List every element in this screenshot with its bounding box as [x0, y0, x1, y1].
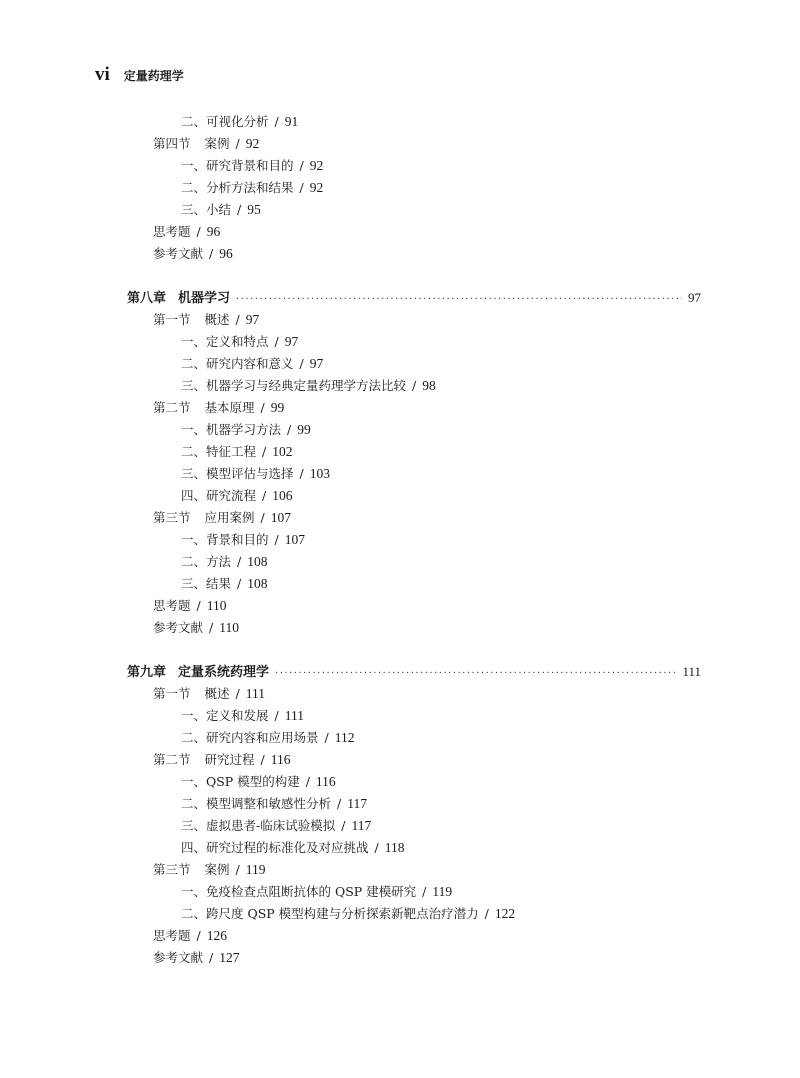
separator: /	[341, 818, 346, 833]
separator: /	[299, 180, 304, 195]
toc-questions[interactable]	[153, 596, 226, 616]
separator: /	[324, 730, 329, 745]
chapter-number: 第九章	[127, 665, 167, 680]
toc-item[interactable]	[181, 178, 323, 198]
toc-section[interactable]	[153, 134, 259, 154]
toc-item[interactable]	[181, 464, 330, 484]
toc-page-number: 97	[245, 312, 260, 327]
separator: /	[260, 752, 265, 767]
toc-references[interactable]	[153, 244, 233, 264]
toc-page-number: 97	[688, 290, 701, 305]
section-title: 应用案例	[204, 510, 255, 525]
toc-item-label: 三、虚拟患者-临床试验模拟	[181, 818, 336, 833]
toc-item-label: 三、结果	[181, 576, 232, 591]
separator: /	[235, 862, 240, 877]
toc-page-number: 106	[272, 488, 293, 503]
toc-item-label: 四、研究流程	[181, 488, 257, 503]
toc-page-number: 97	[284, 334, 299, 349]
page-header	[95, 64, 184, 86]
toc-item-label: 四、研究过程的标准化及对应挑战	[181, 840, 369, 855]
dot-leader	[236, 290, 682, 310]
separator: /	[274, 532, 279, 547]
toc-item-label: 参考文献	[153, 246, 204, 261]
separator: /	[262, 444, 267, 459]
separator: /	[299, 158, 304, 173]
toc-item[interactable]	[181, 574, 267, 594]
running-title: 定量药理学	[123, 69, 184, 83]
toc-page-number: 95	[247, 202, 261, 217]
toc-page-number: 111	[245, 686, 265, 701]
section-number: 第三节	[153, 862, 191, 877]
toc-item[interactable]	[181, 156, 323, 176]
toc-item[interactable]	[181, 442, 292, 462]
toc-page-number: 97	[309, 356, 324, 371]
toc-item[interactable]	[181, 112, 298, 132]
separator: /	[237, 202, 242, 217]
toc-section[interactable]	[153, 750, 291, 770]
toc-item[interactable]	[181, 816, 371, 836]
chapter-title: 定量系统药理学	[178, 665, 270, 680]
toc-references[interactable]	[153, 618, 239, 638]
separator: /	[422, 884, 427, 899]
toc-item[interactable]	[181, 376, 436, 396]
toc-page-number: 111	[284, 708, 304, 723]
toc-item[interactable]	[181, 530, 305, 550]
section-title: 概述	[204, 686, 230, 701]
chapter-title: 机器学习	[178, 291, 231, 306]
toc-page-number: 107	[284, 532, 305, 547]
separator: /	[196, 928, 201, 943]
toc-item-label: 二、研究内容和应用场景	[181, 730, 319, 745]
toc-section[interactable]	[153, 310, 259, 330]
toc-item-label: 一、免疫检查点阻断抗体的 QSP 建模研究	[181, 884, 417, 899]
toc-item-label: 二、特征工程	[181, 444, 257, 459]
separator: /	[299, 356, 304, 371]
toc-questions[interactable]	[153, 222, 220, 242]
separator: /	[274, 114, 279, 129]
toc-page-number: 116	[315, 774, 336, 789]
toc-page-number: 118	[384, 840, 405, 855]
separator: /	[260, 510, 265, 525]
toc-page-number: 111	[682, 664, 701, 679]
toc-page-number: 107	[270, 510, 291, 525]
toc-chapter-9[interactable]	[127, 662, 701, 682]
toc-item[interactable]	[181, 200, 261, 220]
separator: /	[235, 136, 240, 151]
toc-item[interactable]	[181, 420, 311, 440]
toc-item-label: 三、模型评估与选择	[181, 466, 294, 481]
toc-item-label: 思考题	[153, 224, 191, 239]
toc-item-label: 参考文献	[153, 950, 204, 965]
separator: /	[299, 466, 304, 481]
toc-item-label: 思考题	[153, 928, 191, 943]
separator: /	[235, 312, 240, 327]
toc-page-number: 119	[432, 884, 453, 899]
toc-item-label: 参考文献	[153, 620, 204, 635]
section-title: 基本原理	[204, 400, 255, 415]
separator: /	[305, 774, 310, 789]
separator: /	[287, 422, 292, 437]
toc-page-number: 112	[334, 730, 355, 745]
toc-page-number: 99	[270, 400, 285, 415]
toc-item-label: 一、研究背景和目的	[181, 158, 294, 173]
toc-page-number: 117	[351, 818, 372, 833]
page-number-roman: vi	[95, 64, 110, 85]
toc-section[interactable]	[153, 684, 265, 704]
toc-page-number: 91	[284, 114, 299, 129]
toc-item-label: 一、定义和发展	[181, 708, 269, 723]
section-number: 第一节	[153, 312, 191, 327]
section-number: 第三节	[153, 510, 191, 525]
separator: /	[274, 708, 279, 723]
toc-item[interactable]	[181, 354, 323, 374]
section-title: 案例	[204, 136, 230, 151]
separator: /	[260, 400, 265, 415]
toc-item[interactable]	[181, 794, 367, 814]
toc-section[interactable]	[153, 860, 266, 880]
toc-page-number: 92	[309, 158, 324, 173]
toc-page-number: 110	[206, 598, 227, 613]
toc-page-number: 92	[245, 136, 260, 151]
separator: /	[209, 620, 214, 635]
toc-item[interactable]	[181, 772, 336, 792]
toc-page-number: 117	[347, 796, 367, 811]
separator: /	[374, 840, 379, 855]
section-title: 概述	[204, 312, 230, 327]
separator: /	[237, 554, 242, 569]
toc-page-number: 103	[309, 466, 330, 481]
separator: /	[209, 950, 214, 965]
separator: /	[235, 686, 240, 701]
toc-page-number: 126	[206, 928, 227, 943]
toc-item-label: 二、方法	[181, 554, 232, 569]
separator: /	[274, 334, 279, 349]
section-number: 第二节	[153, 400, 191, 415]
toc-item[interactable]	[181, 882, 452, 902]
toc-item-label: 二、模型调整和敏感性分析	[181, 796, 332, 811]
toc-questions[interactable]	[153, 926, 227, 946]
toc-page-number: 92	[309, 180, 324, 195]
toc-item-label: 一、机器学习方法	[181, 422, 282, 437]
section-title: 案例	[204, 862, 230, 877]
toc-section[interactable]	[153, 398, 284, 418]
separator: /	[484, 906, 489, 921]
toc-page-number: 116	[270, 752, 291, 767]
separator: /	[196, 224, 201, 239]
toc-item[interactable]	[181, 728, 354, 748]
section-title: 研究过程	[204, 752, 255, 767]
toc-item-label: 思考题	[153, 598, 191, 613]
section-number: 第四节	[153, 136, 191, 151]
toc-item-label: 二、可视化分析	[181, 114, 269, 129]
toc-item[interactable]	[181, 904, 515, 924]
toc-item[interactable]	[181, 332, 298, 352]
toc-page-number: 108	[247, 576, 268, 591]
toc-page-number: 102	[272, 444, 293, 459]
toc-section[interactable]	[153, 508, 291, 528]
toc-page-number: 127	[219, 950, 240, 965]
toc-item-label: 二、研究内容和意义	[181, 356, 294, 371]
toc-references[interactable]	[153, 948, 239, 968]
toc-item[interactable]	[181, 838, 404, 858]
chapter-number: 第八章	[127, 291, 167, 306]
toc-page-number: 119	[245, 862, 266, 877]
toc-item-label: 二、分析方法和结果	[181, 180, 294, 195]
dot-leader	[275, 664, 676, 684]
separator: /	[196, 598, 201, 613]
separator: /	[412, 378, 417, 393]
toc-item-label: 三、机器学习与经典定量药理学方法比较	[181, 378, 407, 393]
section-number: 第二节	[153, 752, 191, 767]
section-number: 第一节	[153, 686, 191, 701]
separator: /	[237, 576, 242, 591]
toc-item[interactable]	[181, 486, 292, 506]
toc-item[interactable]	[181, 706, 304, 726]
toc-page-number: 122	[494, 906, 516, 921]
toc-page-number: 108	[247, 554, 268, 569]
toc-item-label: 一、背景和目的	[181, 532, 269, 547]
toc-chapter-8[interactable]	[127, 288, 701, 308]
toc-item[interactable]	[181, 552, 267, 572]
toc-page-number: 96	[206, 224, 221, 239]
toc-item-label: 一、QSP 模型的构建	[181, 774, 300, 789]
separator: /	[209, 246, 214, 261]
separator: /	[262, 488, 267, 503]
toc-item-label: 二、跨尺度 QSP 模型构建与分析探索新靶点治疗潜力	[181, 906, 479, 921]
toc-page-number: 110	[219, 620, 239, 635]
toc-page-number: 99	[297, 422, 311, 437]
toc-page-number: 96	[219, 246, 233, 261]
toc-item-label: 一、定义和特点	[181, 334, 269, 349]
toc-item-label: 三、小结	[181, 202, 232, 217]
separator: /	[337, 796, 342, 811]
toc-page-number: 98	[422, 378, 436, 393]
